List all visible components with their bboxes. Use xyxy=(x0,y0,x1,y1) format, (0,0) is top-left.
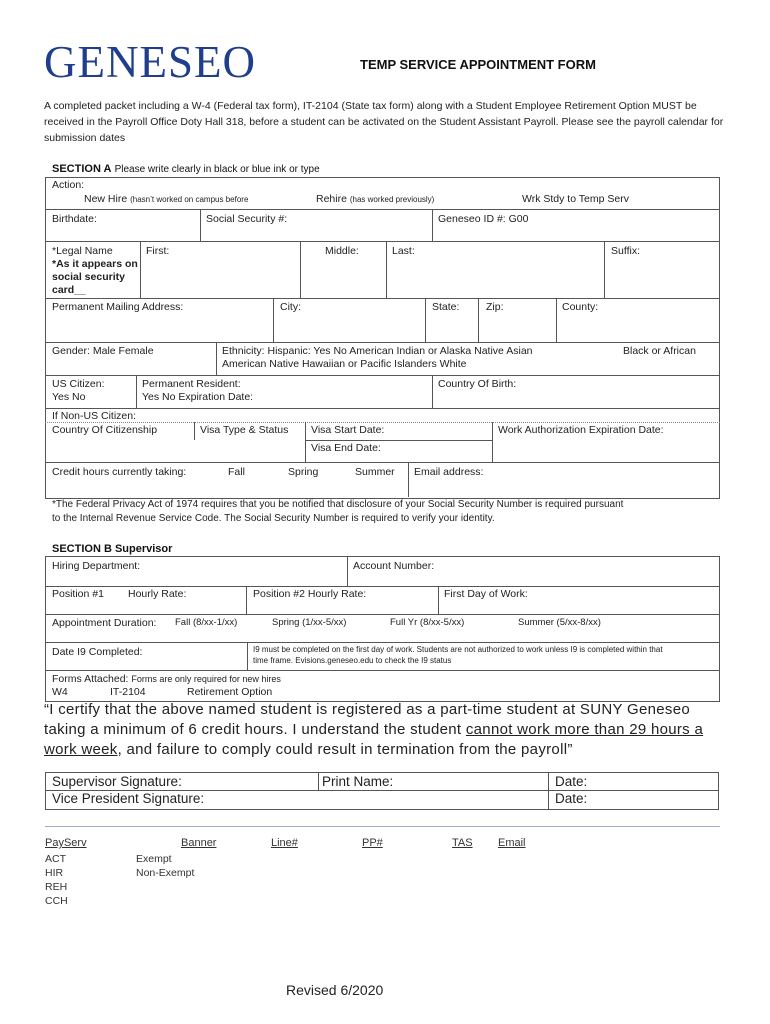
first-day-field[interactable]: First Day of Work: xyxy=(444,588,528,600)
new-hire-label: New Hire xyxy=(84,193,128,205)
credit-spring-option[interactable]: Spring xyxy=(288,466,319,478)
rehire-note: (has worked previously) xyxy=(349,195,435,204)
visa-type-field[interactable]: Visa Type & Status xyxy=(200,424,289,436)
rehire-option[interactable] xyxy=(316,193,434,205)
credit-hours-label: Credit hours currently taking: xyxy=(52,466,187,478)
geneseo-id-field[interactable]: Geneseo ID #: G00 xyxy=(438,213,529,225)
gender-field[interactable]: Gender: Male Female xyxy=(52,345,154,357)
vp-signature-field[interactable]: Vice President Signature: xyxy=(52,791,205,806)
position1-field[interactable]: Position #1 xyxy=(52,588,104,600)
geneseo-logo: GENESEO xyxy=(44,37,256,87)
perm-resident-options[interactable]: Yes No Expiration Date: xyxy=(142,391,254,403)
credit-fall-option[interactable]: Fall xyxy=(228,466,245,478)
i9-date-field[interactable]: Date I9 Completed: xyxy=(52,646,143,658)
visa-start-field[interactable]: Visa Start Date: xyxy=(311,424,385,436)
banner-codes xyxy=(136,852,194,880)
certification-underline: cannot work more than 29 hours a work week xyxy=(44,721,704,758)
suffix-field[interactable]: Suffix: xyxy=(611,245,640,257)
ethnicity-options-2[interactable]: American Native Hawaiian or Pacific Islanders White xyxy=(222,358,467,370)
appt-full-yr-option[interactable]: Full Yr (8/xx-5/xx) xyxy=(390,617,465,628)
retirement-option[interactable]: Retirement Option xyxy=(187,686,273,698)
us-citizen-label: US Citizen: xyxy=(52,378,105,390)
work-auth-field[interactable]: Work Authorization Expiration Date: xyxy=(498,424,664,436)
office-divider xyxy=(45,826,720,827)
country-birth-field[interactable]: Country Of Birth: xyxy=(438,378,517,390)
email-label: Email xyxy=(498,837,526,849)
section-b-heading: SECTION B Supervisor xyxy=(52,543,173,555)
date1-field[interactable]: Date: xyxy=(555,774,588,789)
exempt-label: Exempt xyxy=(136,853,172,865)
supervisor-signature-field[interactable]: Supervisor Signature: xyxy=(52,774,182,789)
appt-fall-option[interactable]: Fall (8/xx-1/xx) xyxy=(175,617,238,628)
appt-spring-option[interactable]: Spring (1/xx-5/xx) xyxy=(272,617,347,628)
us-citizen-options[interactable]: Yes No xyxy=(52,391,86,403)
action-label: Action: xyxy=(52,179,85,191)
code-cch: CCH xyxy=(45,895,68,907)
i9-note-2: time frame. Evisions.geneseo.edu to check the I9 status xyxy=(253,656,452,665)
account-number-field[interactable]: Account Number: xyxy=(353,560,435,572)
email-field[interactable]: Email address: xyxy=(414,466,484,478)
birthdate-field[interactable]: Birthdate: xyxy=(52,213,97,225)
ethnicity-black-option[interactable]: Black or African xyxy=(623,345,696,357)
tas-label: TAS xyxy=(452,837,473,849)
banner-label: Banner xyxy=(181,837,217,849)
mailing-address-field[interactable]: Permanent Mailing Address: xyxy=(52,301,184,313)
certification-part1: “I certify that the above named student is registered as a part-time student at SUNY Geneseo taking a minimum of 6 credit hours. I understand the student xyxy=(44,701,690,738)
as-it-appears-text: *As it appears on social security card__ xyxy=(52,258,138,296)
appt-duration-label: Appointment Duration: xyxy=(52,617,157,629)
forms-note: Forms are only required for new hires xyxy=(131,674,281,684)
payserv-label: PayServ xyxy=(45,837,87,849)
payserv-codes xyxy=(45,852,68,908)
last-name-field[interactable]: Last: xyxy=(392,245,415,257)
section-a-heading xyxy=(52,163,320,175)
hourly-rate1-field[interactable]: Hourly Rate: xyxy=(128,588,187,600)
county-field[interactable]: County: xyxy=(562,301,599,313)
form-title: TEMP SERVICE APPOINTMENT FORM xyxy=(360,57,596,72)
section-a-title: SECTION A xyxy=(52,163,112,175)
section-a-instructions: Please write clearly in black or blue ink or type xyxy=(114,164,320,175)
section-a-box xyxy=(45,177,720,499)
rehire-label: Rehire xyxy=(316,193,347,205)
middle-name-field[interactable]: Middle: xyxy=(325,245,359,257)
code-reh: REH xyxy=(45,881,68,893)
i9-note-1: I9 must be completed on the first day of work. Students are not authorized to work unless I9 is completed within that xyxy=(253,645,663,654)
zip-field[interactable]: Zip: xyxy=(486,301,504,313)
wrk-stdy-option[interactable]: Wrk Stdy to Temp Serv xyxy=(522,193,629,205)
ssn-field[interactable]: Social Security #: xyxy=(206,213,288,225)
w4-option[interactable]: W4 xyxy=(52,686,68,698)
perm-resident-label: Permanent Resident: xyxy=(142,378,241,390)
privacy-note-2: to the Internal Revenue Service Code. The Social Security Number is required to verify your identity. xyxy=(52,513,495,524)
non-us-label: If Non-US Citizen: xyxy=(52,410,137,422)
new-hire-note: (hasn’t worked on campus before xyxy=(130,195,249,204)
privacy-note-1: *The Federal Privacy Act of 1974 requires that you be notified that disclosure of your Social Security Number is required pursuant xyxy=(52,499,624,510)
line-label: Line# xyxy=(271,837,298,849)
date2-field[interactable]: Date: xyxy=(555,791,588,806)
non-exempt-label: Non-Exempt xyxy=(136,867,195,879)
revised-date: Revised 6/2020 xyxy=(286,982,384,998)
position2-field[interactable]: Position #2 Hourly Rate: xyxy=(253,588,367,600)
certification-part2: , and failure to comply could result in termination from the payroll” xyxy=(117,741,573,758)
code-hir: HIR xyxy=(45,867,64,879)
certification-text xyxy=(44,700,734,760)
hiring-dept-field[interactable]: Hiring Department: xyxy=(52,560,141,572)
print-name-field[interactable]: Print Name: xyxy=(322,774,394,789)
appt-summer-option[interactable]: Summer (5/xx-8/xx) xyxy=(518,617,601,628)
forms-attached-text: Forms Attached: xyxy=(52,673,129,685)
first-name-field[interactable]: First: xyxy=(146,245,170,257)
ethnicity-options[interactable]: Ethnicity: Hispanic: Yes No American Indian or Alaska Native Asian xyxy=(222,345,533,357)
legal-name-label xyxy=(52,245,138,297)
code-act: ACT xyxy=(45,853,66,865)
new-hire-option[interactable] xyxy=(84,193,248,205)
legal-name-text: *Legal Name xyxy=(52,245,113,257)
visa-end-field[interactable]: Visa End Date: xyxy=(311,442,381,454)
it2104-option[interactable]: IT-2104 xyxy=(110,686,146,698)
pp-label: PP# xyxy=(362,837,383,849)
state-field[interactable]: State: xyxy=(432,301,460,313)
country-citizenship-field[interactable]: Country Of Citizenship xyxy=(52,424,158,436)
city-field[interactable]: City: xyxy=(280,301,301,313)
intro-text: A completed packet including a W-4 (Federal tax form), IT-2104 (State tax form) along with a Student Employee Retirement Option MUST be received in the Payroll Office Doty Hall 318, before a student can be activated on the Student Assistant Payroll. Please see the payroll calendar for submission dates xyxy=(44,100,724,144)
forms-attached-label xyxy=(52,673,281,685)
credit-summer-option[interactable]: Summer xyxy=(355,466,395,478)
